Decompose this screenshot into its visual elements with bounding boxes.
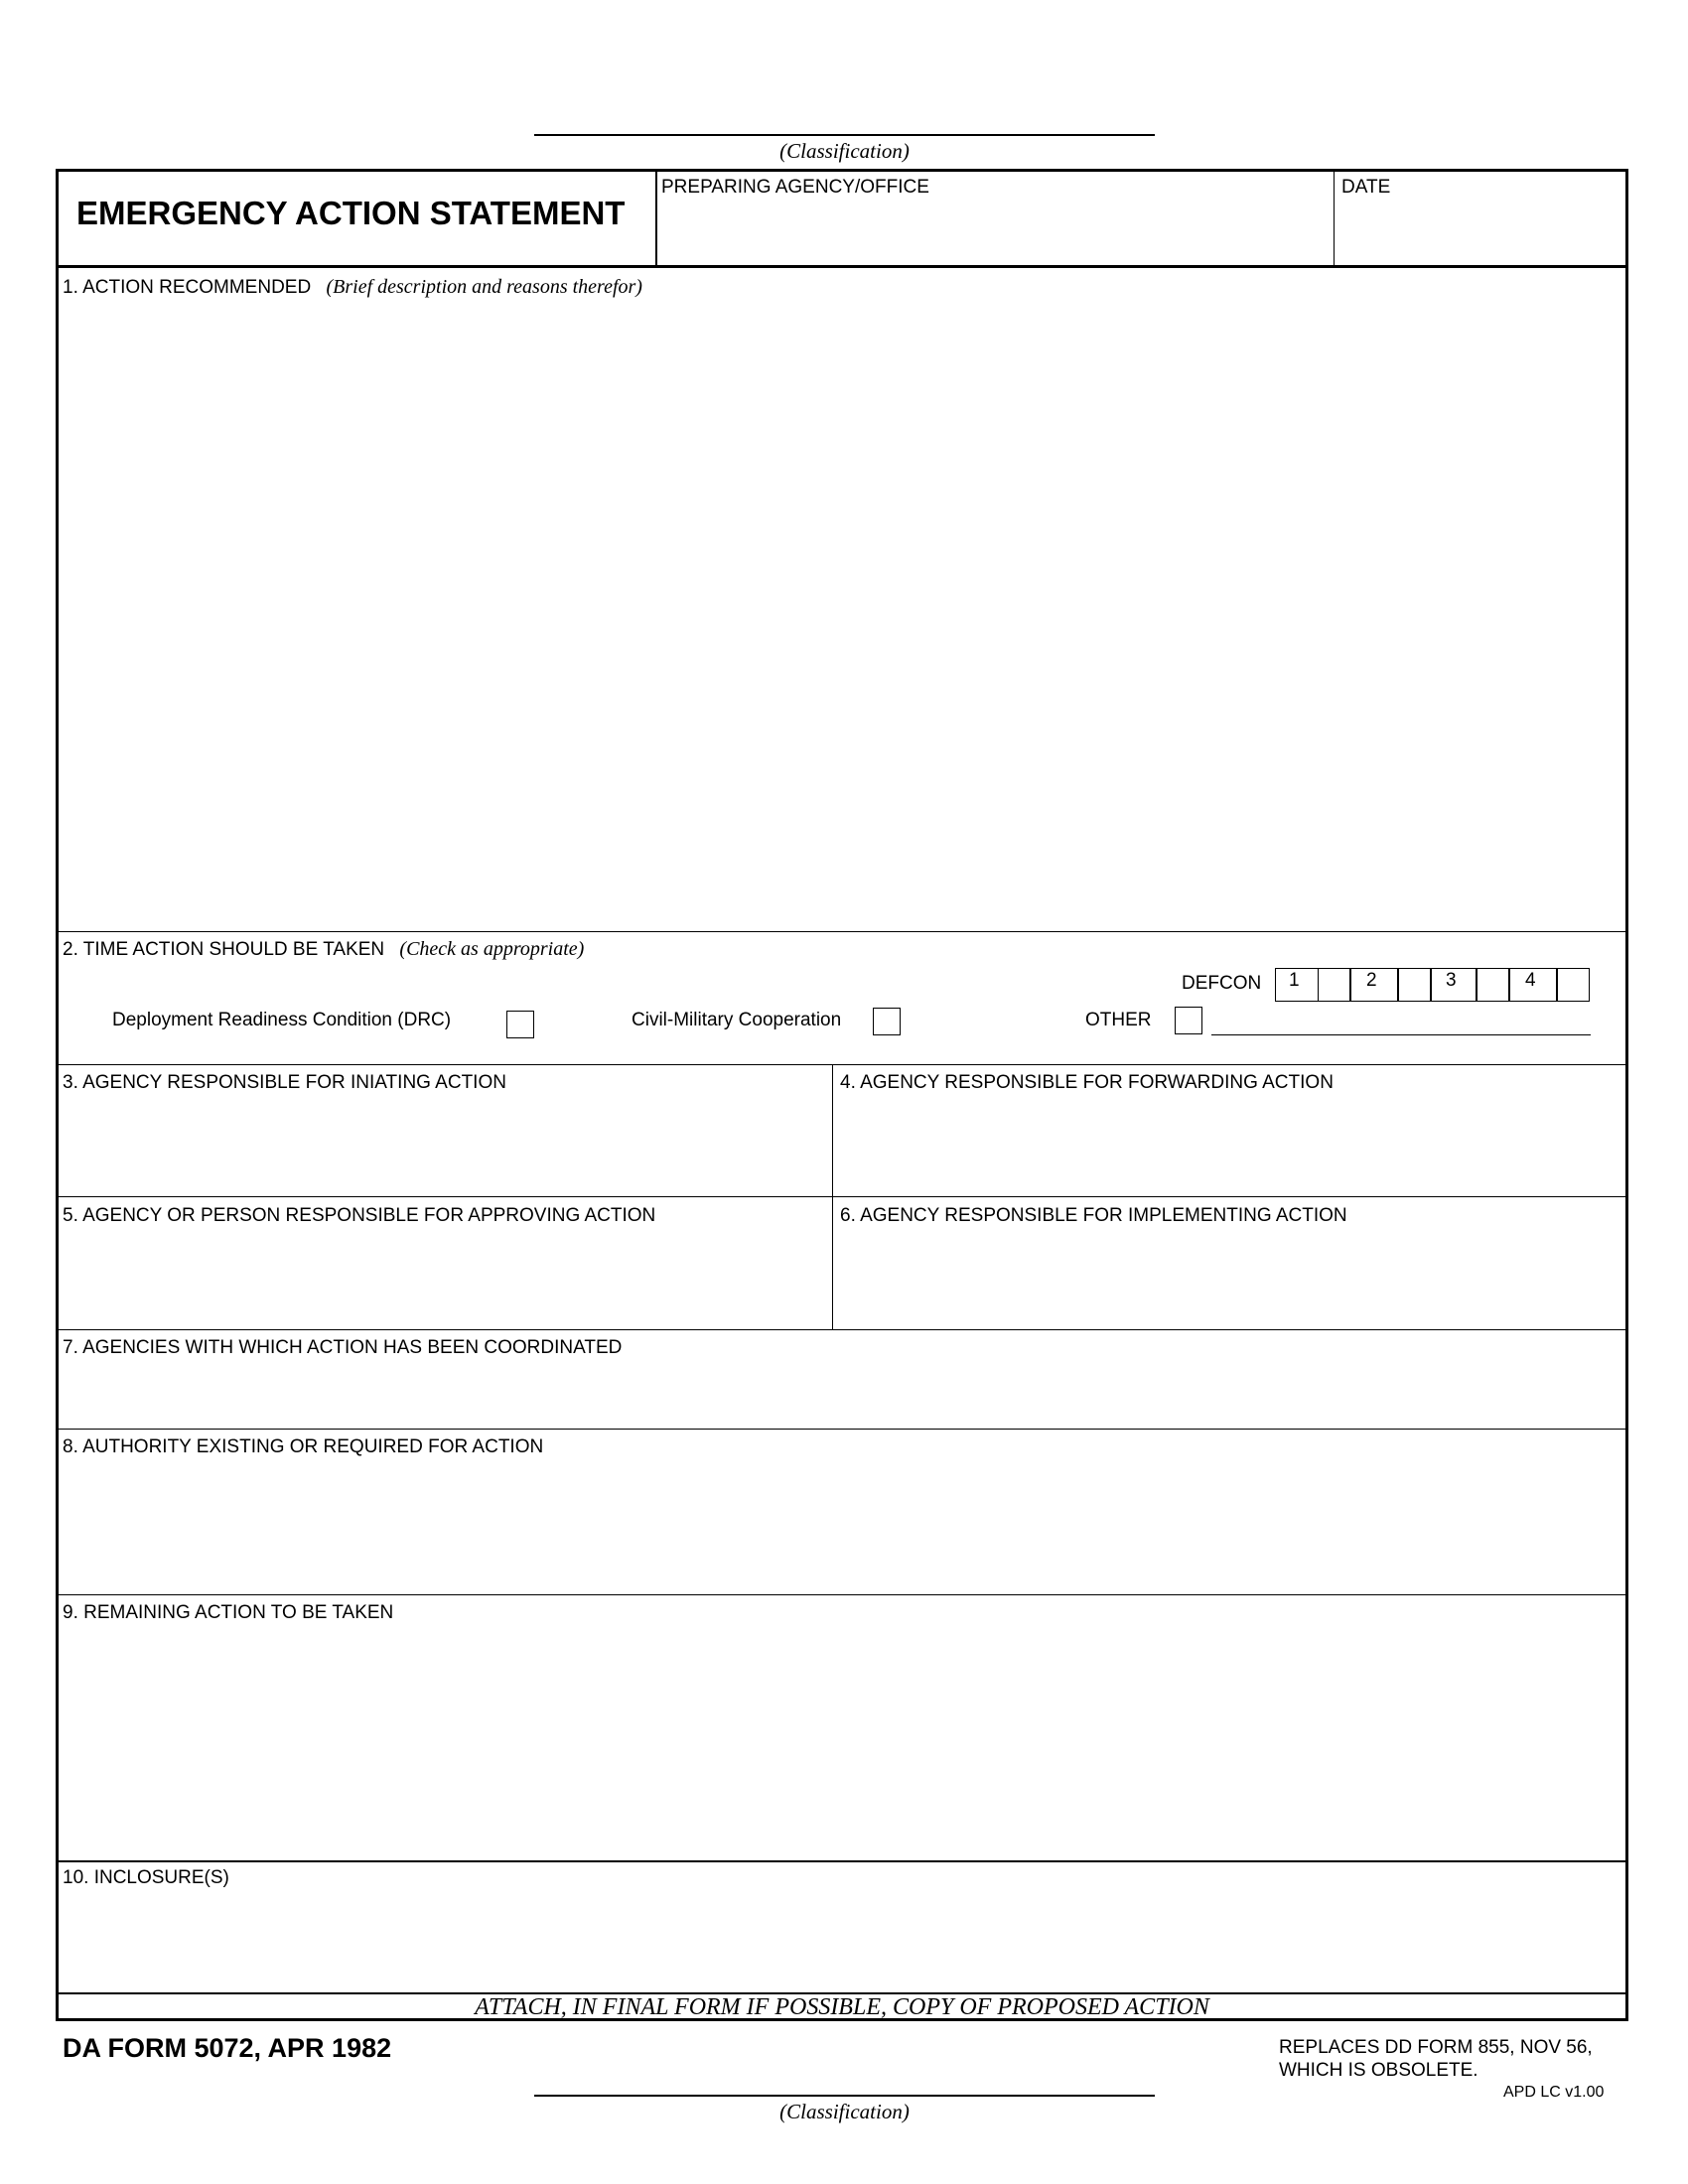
civmil-label: Civil-Military Cooperation (632, 1010, 842, 1030)
defcon-2-number: 2 (1366, 970, 1377, 991)
section-8-bottom-line (56, 1594, 1628, 1595)
section-6-label: 6. AGENCY RESPONSIBLE FOR IMPLEMENTING ACTION (840, 1205, 1347, 1226)
replaces-line-2: WHICH IS OBSOLETE. (1279, 2060, 1478, 2081)
date-label: DATE (1341, 177, 1391, 198)
defcon-1-checkbox[interactable] (1318, 968, 1350, 1002)
section-10-label: 10. INCLOSURE(S) (63, 1867, 229, 1888)
section-8-label: 8. AUTHORITY EXISTING OR REQUIRED FOR ACTION (63, 1436, 544, 1457)
section-2-label (63, 938, 584, 961)
classification-bottom: (Classification) (779, 2100, 910, 2123)
section-9-bottom-line (56, 1860, 1628, 1862)
replaces-line-1: REPLACES DD FORM 855, NOV 56, (1279, 2037, 1593, 2058)
initiating-agency-field[interactable] (62, 1098, 826, 1193)
form-id: DA FORM 5072, APR 1982 (63, 2033, 392, 2063)
preparing-agency-field[interactable] (659, 199, 1331, 262)
classification-bottom-line (534, 2095, 1155, 2097)
other-input-line[interactable] (1211, 1034, 1591, 1035)
header-divider-2 (1334, 169, 1335, 267)
section-2-bottom-line (56, 1064, 1628, 1065)
section-7-bottom-line (56, 1429, 1628, 1430)
header-bottom-line (56, 265, 1628, 268)
section-4-label: 4. AGENCY RESPONSIBLE FOR FORWARDING ACTION (840, 1072, 1334, 1093)
classification-top-line (534, 134, 1155, 136)
section-3-label: 3. AGENCY RESPONSIBLE FOR INIATING ACTION (63, 1072, 506, 1093)
action-recommended-field[interactable] (62, 302, 1622, 927)
section-1-bottom-line (56, 931, 1628, 932)
defcon-1-number: 1 (1289, 970, 1300, 991)
inclosures-field[interactable] (62, 1893, 1622, 1988)
defcon-3-number: 3 (1446, 970, 1457, 991)
section-3-4-bottom-line (56, 1196, 1628, 1197)
implementing-agency-field[interactable] (838, 1231, 1622, 1326)
forwarding-agency-field[interactable] (838, 1098, 1622, 1193)
column-divider (832, 1064, 833, 1330)
approving-agency-field[interactable] (62, 1231, 826, 1326)
section-1-title: 1. ACTION RECOMMENDED (63, 277, 312, 298)
form-title: EMERGENCY ACTION STATEMENT (76, 195, 626, 231)
preparing-agency-label: PREPARING AGENCY/OFFICE (661, 177, 929, 198)
section-9-label: 9. REMAINING ACTION TO BE TAKEN (63, 1602, 394, 1623)
coordinated-agencies-field[interactable] (62, 1363, 1622, 1427)
other-label: OTHER (1085, 1010, 1152, 1030)
section-2-title: 2. TIME ACTION SHOULD BE TAKEN (63, 939, 385, 960)
section-2-note: (Check as appropriate) (399, 938, 585, 960)
header-divider-1 (655, 169, 657, 267)
version-label: APD LC v1.00 (1503, 2084, 1605, 2101)
defcon-3-checkbox[interactable] (1477, 968, 1509, 1002)
remaining-action-field[interactable] (62, 1628, 1622, 1856)
attach-note: ATTACH, IN FINAL FORM IF POSSIBLE, COPY OF PROPOSED ACTION (475, 1994, 1209, 2020)
defcon-4-number: 4 (1525, 970, 1536, 991)
section-1-label (63, 276, 642, 299)
section-5-6-bottom-line (56, 1329, 1628, 1330)
section-5-label: 5. AGENCY OR PERSON RESPONSIBLE FOR APPROVING ACTION (63, 1205, 656, 1226)
defcon-label: DEFCON (1182, 973, 1262, 994)
section-7-label: 7. AGENCIES WITH WHICH ACTION HAS BEEN COORDINATED (63, 1337, 623, 1358)
defcon-4-checkbox[interactable] (1557, 968, 1590, 1002)
authority-field[interactable] (62, 1462, 1622, 1591)
date-field[interactable] (1338, 199, 1622, 262)
civmil-checkbox[interactable] (873, 1008, 901, 1035)
drc-checkbox[interactable] (506, 1011, 534, 1038)
other-checkbox[interactable] (1175, 1007, 1202, 1034)
classification-top: (Classification) (779, 139, 910, 163)
defcon-2-checkbox[interactable] (1398, 968, 1431, 1002)
drc-label: Deployment Readiness Condition (DRC) (112, 1010, 452, 1030)
section-1-note: (Brief description and reasons therefor) (326, 276, 642, 298)
